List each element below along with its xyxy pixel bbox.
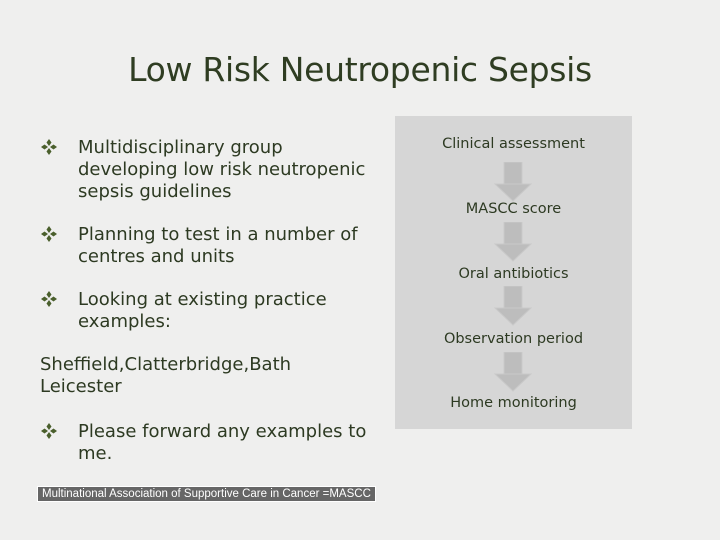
bullet-item [40,289,370,333]
down-arrow-icon [493,286,533,326]
diamond-bullet-icon [40,225,58,243]
flow-step: MASCC score [465,201,562,217]
down-arrow-icon [493,352,533,392]
bullet-item [40,421,370,465]
bullet-text: Please forward any examples to me. [78,421,367,464]
bullet-text: Multidisciplinary group developing low risk neutropenic sepsis guidelines [78,137,366,202]
flow-step: Oral antibiotics [458,266,569,282]
flowchart-panel [395,116,632,429]
diamond-bullet-icon [40,422,58,440]
bullet-text: Planning to test in a number of centres and units [78,224,358,267]
diamond-bullet-icon [40,290,58,308]
flow-step: Observation period [443,331,584,347]
flow-step: Home monitoring [450,395,577,411]
footnote: Multinational Association of Supportive Care in Cancer =MASCC [37,486,376,502]
places-line: Leicester [40,376,122,397]
slide-title: Low Risk Neutropenic Sepsis [128,50,592,89]
bullet-text: Looking at existing practice examples: [78,289,327,332]
places-line: Sheffield,Clatterbridge,Bath [40,354,292,375]
down-arrow-icon [493,222,533,262]
diamond-bullet-icon [40,138,58,156]
places-list [40,354,370,398]
bullet-item [40,137,370,203]
flow-step: Clinical assessment [442,136,585,152]
bullet-item [40,224,370,268]
down-arrow-icon [493,162,533,202]
